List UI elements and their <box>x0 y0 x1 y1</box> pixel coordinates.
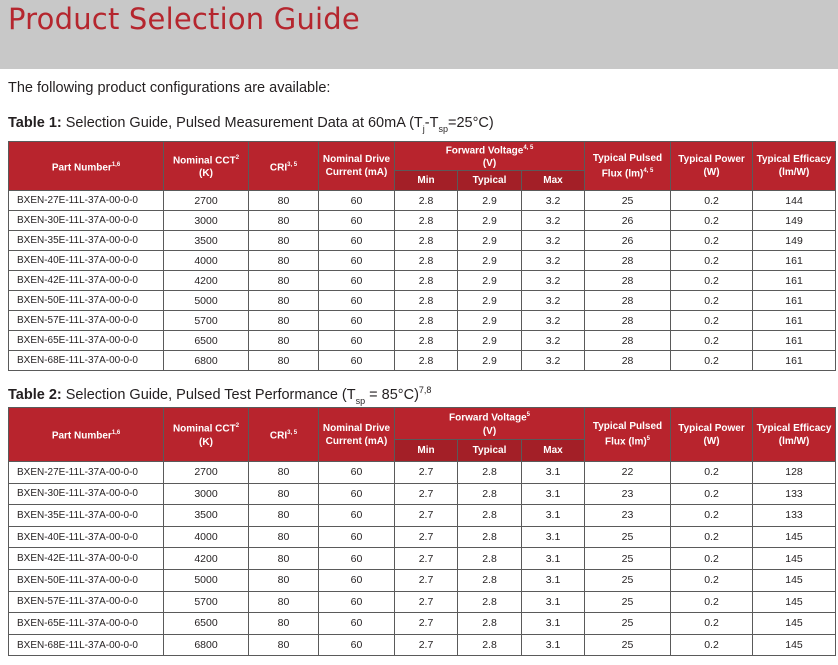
cell-cri: 80 <box>249 271 319 291</box>
cell-cri: 80 <box>249 191 319 211</box>
cell-part-number: BXEN-27E-11L-37A-00-0-0 <box>9 191 164 211</box>
cell-pulsed-flux: 25 <box>585 613 671 635</box>
cell-part-number: BXEN-57E-11L-37A-00-0-0 <box>9 311 164 331</box>
selection-table-2 <box>8 407 836 656</box>
cell-pulsed-flux: 23 <box>585 505 671 527</box>
cell-cri: 80 <box>249 483 319 505</box>
cell-nominal-cct: 6800 <box>164 634 249 656</box>
cell-fv-typical: 2.9 <box>458 291 522 311</box>
cell-fv-max: 3.2 <box>522 271 585 291</box>
table1-caption-end: =25°C) <box>448 115 494 131</box>
table-row <box>9 311 836 331</box>
cell-typical-efficacy: 149 <box>753 211 836 231</box>
cell-fv-max: 3.1 <box>522 613 585 635</box>
cell-nominal-cct: 5000 <box>164 569 249 591</box>
table1-caption-label: Table 1: <box>8 115 62 131</box>
cell-drive-current: 60 <box>319 191 395 211</box>
table-row <box>9 251 836 271</box>
cell-nominal-cct: 5700 <box>164 591 249 613</box>
cell-fv-max: 3.2 <box>522 211 585 231</box>
cell-nominal-cct: 6500 <box>164 613 249 635</box>
cell-cri: 80 <box>249 505 319 527</box>
cell-part-number: BXEN-68E-11L-37A-00-0-0 <box>9 351 164 371</box>
cell-fv-max: 3.2 <box>522 331 585 351</box>
cell-typical-power: 0.2 <box>671 351 753 371</box>
cell-part-number: BXEN-68E-11L-37A-00-0-0 <box>9 634 164 656</box>
cell-fv-typical: 2.9 <box>458 351 522 371</box>
cell-pulsed-flux: 28 <box>585 271 671 291</box>
cell-fv-max: 3.1 <box>522 569 585 591</box>
table-row <box>9 331 836 351</box>
cell-fv-typical: 2.8 <box>458 548 522 570</box>
cell-typical-efficacy: 145 <box>753 634 836 656</box>
cell-typical-efficacy: 133 <box>753 505 836 527</box>
th-nominal-cct: Nominal CCT$^2$ (K) <box>164 142 249 191</box>
th-fv-max: Max <box>522 171 585 191</box>
cell-fv-typical: 2.9 <box>458 211 522 231</box>
cell-drive-current: 60 <box>319 483 395 505</box>
cell-drive-current: 60 <box>319 569 395 591</box>
cell-fv-min: 2.7 <box>395 569 458 591</box>
cell-nominal-cct: 5000 <box>164 291 249 311</box>
th-typical-power: Typical Power (W) <box>671 408 753 462</box>
cell-drive-current: 60 <box>319 505 395 527</box>
cell-typical-power: 0.2 <box>671 311 753 331</box>
cell-cri: 80 <box>249 231 319 251</box>
cell-part-number: BXEN-40E-11L-37A-00-0-0 <box>9 251 164 271</box>
cell-fv-max: 3.1 <box>522 591 585 613</box>
cell-typical-power: 0.2 <box>671 548 753 570</box>
th-typical-efficacy: Typical Efficacy (lm/W) <box>753 408 836 462</box>
cell-typical-efficacy: 161 <box>753 291 836 311</box>
cell-pulsed-flux: 25 <box>585 548 671 570</box>
cell-typical-power: 0.2 <box>671 634 753 656</box>
cell-pulsed-flux: 22 <box>585 462 671 484</box>
table-row <box>9 231 836 251</box>
cell-fv-min: 2.8 <box>395 231 458 251</box>
cell-typical-efficacy: 145 <box>753 591 836 613</box>
cell-cri: 80 <box>249 526 319 548</box>
cell-part-number: BXEN-50E-11L-37A-00-0-0 <box>9 291 164 311</box>
cell-fv-min: 2.7 <box>395 548 458 570</box>
cell-typical-power: 0.2 <box>671 462 753 484</box>
cell-part-number: BXEN-35E-11L-37A-00-0-0 <box>9 505 164 527</box>
th-drive-current: Nominal Drive Current (mA) <box>319 408 395 462</box>
cell-nominal-cct: 2700 <box>164 191 249 211</box>
cell-typical-efficacy: 133 <box>753 483 836 505</box>
cell-drive-current: 60 <box>319 462 395 484</box>
cell-cri: 80 <box>249 351 319 371</box>
cell-part-number: BXEN-30E-11L-37A-00-0-0 <box>9 211 164 231</box>
title-banner <box>0 0 838 69</box>
cell-cri: 80 <box>249 569 319 591</box>
th-forward-voltage: Forward Voltage$^{4, 5}$ (V) <box>395 142 585 171</box>
cell-typical-power: 0.2 <box>671 191 753 211</box>
th-forward-voltage: Forward Voltage$^5$ (V) <box>395 408 585 440</box>
th-nominal-cct: Nominal CCT$^2$ (K) <box>164 408 249 462</box>
cell-fv-min: 2.8 <box>395 311 458 331</box>
cell-fv-max: 3.2 <box>522 311 585 331</box>
cell-nominal-cct: 5700 <box>164 311 249 331</box>
cell-typical-power: 0.2 <box>671 271 753 291</box>
cell-typical-power: 0.2 <box>671 231 753 251</box>
cell-fv-typical: 2.8 <box>458 526 522 548</box>
cell-drive-current: 60 <box>319 211 395 231</box>
cell-typical-power: 0.2 <box>671 251 753 271</box>
cell-drive-current: 60 <box>319 251 395 271</box>
cell-part-number: BXEN-65E-11L-37A-00-0-0 <box>9 331 164 351</box>
table2-caption-sub-sp: sp <box>355 395 366 406</box>
cell-typical-power: 0.2 <box>671 591 753 613</box>
cell-part-number: BXEN-27E-11L-37A-00-0-0 <box>9 462 164 484</box>
cell-typical-efficacy: 128 <box>753 462 836 484</box>
cell-typical-power: 0.2 <box>671 526 753 548</box>
cell-drive-current: 60 <box>319 526 395 548</box>
cell-drive-current: 60 <box>319 613 395 635</box>
cell-drive-current: 60 <box>319 231 395 251</box>
cell-nominal-cct: 3000 <box>164 211 249 231</box>
cell-drive-current: 60 <box>319 331 395 351</box>
table-row <box>9 211 836 231</box>
cell-fv-min: 2.8 <box>395 331 458 351</box>
th-part-number: Part Number$^{1,6}$ <box>9 408 164 462</box>
cell-drive-current: 60 <box>319 351 395 371</box>
cell-fv-min: 2.8 <box>395 351 458 371</box>
cell-fv-min: 2.7 <box>395 591 458 613</box>
cell-typical-power: 0.2 <box>671 331 753 351</box>
cell-pulsed-flux: 28 <box>585 291 671 311</box>
cell-nominal-cct: 4000 <box>164 251 249 271</box>
cell-pulsed-flux: 28 <box>585 251 671 271</box>
page-title: Product Selection Guide <box>8 2 360 36</box>
table1-caption-mid: -T <box>424 115 439 131</box>
table1-caption-sub-sp: sp <box>438 123 448 134</box>
th-fv-max: Max <box>522 440 585 462</box>
table-row <box>9 505 836 527</box>
table-row <box>9 613 836 635</box>
cell-fv-min: 2.7 <box>395 483 458 505</box>
cell-drive-current: 60 <box>319 311 395 331</box>
cell-typical-efficacy: 144 <box>753 191 836 211</box>
cell-fv-max: 3.1 <box>522 548 585 570</box>
cell-fv-max: 3.1 <box>522 634 585 656</box>
cell-typical-efficacy: 145 <box>753 548 836 570</box>
cell-drive-current: 60 <box>319 591 395 613</box>
cell-nominal-cct: 4200 <box>164 271 249 291</box>
cell-nominal-cct: 4200 <box>164 548 249 570</box>
cell-cri: 80 <box>249 634 319 656</box>
cell-typical-efficacy: 161 <box>753 251 836 271</box>
cell-fv-typical: 2.8 <box>458 462 522 484</box>
cell-fv-min: 2.7 <box>395 613 458 635</box>
cell-part-number: BXEN-42E-11L-37A-00-0-0 <box>9 271 164 291</box>
cell-nominal-cct: 3000 <box>164 483 249 505</box>
cell-fv-typical: 2.8 <box>458 483 522 505</box>
cell-fv-min: 2.8 <box>395 291 458 311</box>
cell-part-number: BXEN-50E-11L-37A-00-0-0 <box>9 569 164 591</box>
cell-nominal-cct: 4000 <box>164 526 249 548</box>
cell-pulsed-flux: 25 <box>585 634 671 656</box>
cell-fv-max: 3.1 <box>522 526 585 548</box>
table2-caption-text: Selection Guide, Pulsed Test Performance (T <box>61 386 356 403</box>
table-row <box>9 591 836 613</box>
cell-drive-current: 60 <box>319 291 395 311</box>
cell-typical-efficacy: 149 <box>753 231 836 251</box>
cell-nominal-cct: 6800 <box>164 351 249 371</box>
cell-fv-typical: 2.9 <box>458 331 522 351</box>
cell-fv-typical: 2.8 <box>458 591 522 613</box>
cell-cri: 80 <box>249 331 319 351</box>
cell-pulsed-flux: 26 <box>585 211 671 231</box>
cell-drive-current: 60 <box>319 548 395 570</box>
cell-pulsed-flux: 25 <box>585 191 671 211</box>
cell-fv-min: 2.7 <box>395 505 458 527</box>
cell-fv-min: 2.8 <box>395 251 458 271</box>
table1-caption-sub-j: j <box>422 123 425 134</box>
cell-nominal-cct: 6500 <box>164 331 249 351</box>
th-typical-power: Typical Power (W) <box>671 142 753 191</box>
th-cri: CRI$^{3, 5}$ <box>249 142 319 191</box>
table-row <box>9 291 836 311</box>
table2-caption-end: = 85°C) <box>365 386 419 403</box>
cell-cri: 80 <box>249 591 319 613</box>
cell-cri: 80 <box>249 613 319 635</box>
cell-fv-typical: 2.8 <box>458 634 522 656</box>
table2-caption-label: Table 2: <box>8 386 62 403</box>
th-pulsed-flux: Typical Pulsed Flux (lm)$^5$ <box>585 408 671 462</box>
table-row <box>9 483 836 505</box>
table-row <box>9 526 836 548</box>
cell-fv-max: 3.2 <box>522 191 585 211</box>
cell-fv-typical: 2.8 <box>458 613 522 635</box>
cell-nominal-cct: 3500 <box>164 231 249 251</box>
table-row <box>9 569 836 591</box>
cell-part-number: BXEN-40E-11L-37A-00-0-0 <box>9 526 164 548</box>
cell-typical-efficacy: 145 <box>753 526 836 548</box>
cell-pulsed-flux: 28 <box>585 311 671 331</box>
cell-pulsed-flux: 23 <box>585 483 671 505</box>
cell-nominal-cct: 3500 <box>164 505 249 527</box>
table-row <box>9 271 836 291</box>
cell-typical-power: 0.2 <box>671 569 753 591</box>
cell-nominal-cct: 2700 <box>164 462 249 484</box>
cell-fv-typical: 2.9 <box>458 271 522 291</box>
cell-typical-power: 0.2 <box>671 613 753 635</box>
cell-typical-efficacy: 145 <box>753 569 836 591</box>
cell-part-number: BXEN-30E-11L-37A-00-0-0 <box>9 483 164 505</box>
cell-cri: 80 <box>249 291 319 311</box>
cell-drive-current: 60 <box>319 634 395 656</box>
cell-fv-min: 2.8 <box>395 191 458 211</box>
th-fv-min: Min <box>395 171 458 191</box>
cell-fv-max: 3.2 <box>522 351 585 371</box>
table2-caption-sup: 7,8 <box>418 385 432 395</box>
cell-fv-max: 3.2 <box>522 291 585 311</box>
th-drive-current: Nominal Drive Current (mA) <box>319 142 395 191</box>
cell-fv-typical: 2.9 <box>458 311 522 331</box>
cell-pulsed-flux: 28 <box>585 331 671 351</box>
cell-fv-typical: 2.9 <box>458 251 522 271</box>
selection-table-1 <box>8 141 836 371</box>
cell-pulsed-flux: 25 <box>585 526 671 548</box>
cell-cri: 80 <box>249 211 319 231</box>
th-pulsed-flux: Typical Pulsed Flux (lm)$^{4, 5}$ <box>585 142 671 191</box>
cell-fv-min: 2.7 <box>395 634 458 656</box>
cell-part-number: BXEN-42E-11L-37A-00-0-0 <box>9 548 164 570</box>
cell-fv-max: 3.2 <box>522 231 585 251</box>
cell-fv-min: 2.8 <box>395 271 458 291</box>
cell-fv-typical: 2.8 <box>458 505 522 527</box>
cell-pulsed-flux: 25 <box>585 569 671 591</box>
cell-typical-efficacy: 161 <box>753 311 836 331</box>
cell-fv-typical: 2.9 <box>458 231 522 251</box>
cell-cri: 80 <box>249 251 319 271</box>
cell-typical-efficacy: 145 <box>753 613 836 635</box>
th-fv-typical: Typical <box>458 171 522 191</box>
table-row <box>9 462 836 484</box>
th-part-number: Part Number$^{1,6}$ <box>9 142 164 191</box>
cell-typical-power: 0.2 <box>671 483 753 505</box>
cell-typical-efficacy: 161 <box>753 271 836 291</box>
table-row <box>9 191 836 211</box>
table1-caption-text: Selection Guide, Pulsed Measurement Data at 60mA (T <box>61 115 423 131</box>
cell-part-number: BXEN-35E-11L-37A-00-0-0 <box>9 231 164 251</box>
cell-cri: 80 <box>249 462 319 484</box>
cell-cri: 80 <box>249 548 319 570</box>
cell-fv-max: 3.1 <box>522 462 585 484</box>
th-fv-typical: Typical <box>458 440 522 462</box>
table-row <box>9 634 836 656</box>
cell-fv-min: 2.7 <box>395 462 458 484</box>
table1-caption <box>8 113 494 138</box>
table2-caption <box>8 380 431 410</box>
cell-fv-typical: 2.9 <box>458 191 522 211</box>
cell-fv-min: 2.8 <box>395 211 458 231</box>
table-row <box>9 351 836 371</box>
cell-fv-min: 2.7 <box>395 526 458 548</box>
cell-part-number: BXEN-65E-11L-37A-00-0-0 <box>9 613 164 635</box>
cell-pulsed-flux: 28 <box>585 351 671 371</box>
cell-typical-efficacy: 161 <box>753 331 836 351</box>
intro-text: The following product configurations are available: <box>8 80 331 96</box>
th-typical-efficacy: Typical Efficacy (lm/W) <box>753 142 836 191</box>
cell-typical-efficacy: 161 <box>753 351 836 371</box>
cell-typical-power: 0.2 <box>671 291 753 311</box>
th-fv-min: Min <box>395 440 458 462</box>
cell-cri: 80 <box>249 311 319 331</box>
cell-typical-power: 0.2 <box>671 211 753 231</box>
cell-typical-power: 0.2 <box>671 505 753 527</box>
cell-fv-max: 3.1 <box>522 505 585 527</box>
cell-fv-max: 3.2 <box>522 251 585 271</box>
cell-pulsed-flux: 26 <box>585 231 671 251</box>
cell-fv-max: 3.1 <box>522 483 585 505</box>
cell-fv-typical: 2.8 <box>458 569 522 591</box>
th-cri: CRI$^{3, 5}$ <box>249 408 319 462</box>
cell-drive-current: 60 <box>319 271 395 291</box>
cell-pulsed-flux: 25 <box>585 591 671 613</box>
cell-part-number: BXEN-57E-11L-37A-00-0-0 <box>9 591 164 613</box>
table-row <box>9 548 836 570</box>
